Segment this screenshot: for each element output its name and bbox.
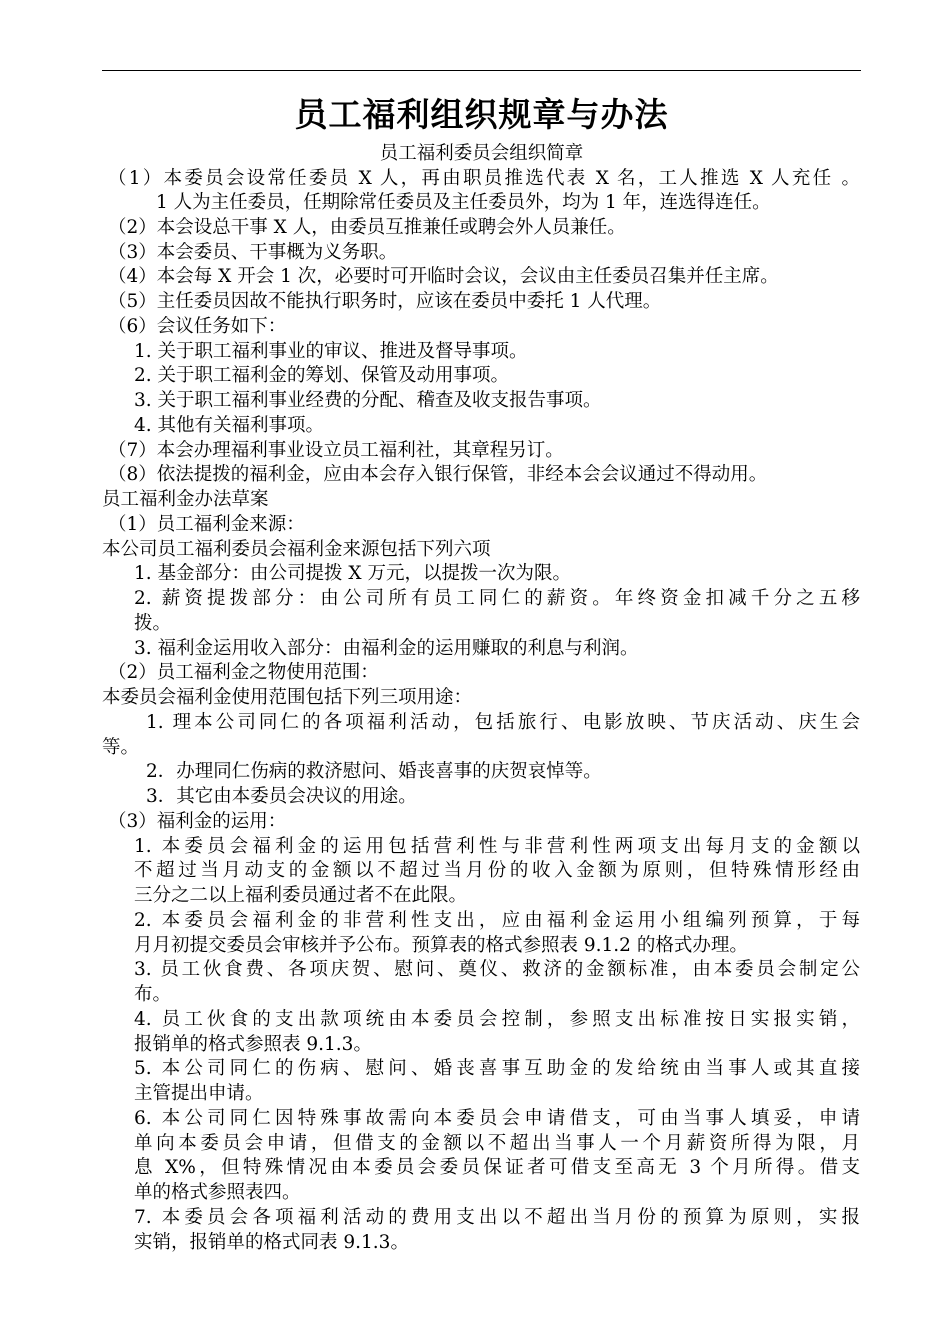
task-item-2: 2. 关于职工福利金的筹划、保管及动用事项。 bbox=[134, 365, 510, 386]
operation-item-4-line-2: 报销单的格式参照表 9.1.3。 bbox=[134, 1034, 372, 1055]
operation-item-6-line-2: 单向本委员会申请，但借支的金额以不超出当事人一个月薪资所得为限，月 bbox=[134, 1133, 860, 1154]
fund-operation-heading: （3）福利金的运用： bbox=[108, 811, 287, 832]
clause-7: （7）本会办理福利事业设立员工福利社，其章程另订。 bbox=[108, 440, 564, 461]
operation-item-2-line-1: 2. 本委员会福利金的非营利性支出，应由福利金运用小组编列预算，于每 bbox=[134, 910, 860, 931]
operation-item-6-line-3: 息 X%，但特殊情况由本委员会委员保证者可借支至高无 3 个月所得。借支 bbox=[134, 1157, 860, 1178]
fund-source-heading: （1）员工福利金来源： bbox=[108, 514, 305, 535]
operation-item-5-line-1: 5. 本公司同仁的伤病、慰问、婚丧喜事互助金的发给统由当事人或其直接 bbox=[134, 1058, 860, 1079]
clause-8: （8）依法提拨的福利金，应由本会存入银行保管，非经本会会议通过不得动用。 bbox=[108, 464, 768, 485]
clause-1-line-1: （1）本委员会设常任委员 X 人，再由职员推选代表 X 名，工人推选 X 人充任 。 bbox=[108, 168, 860, 189]
task-item-3: 3. 关于职工福利事业经费的分配、稽查及收支报告事项。 bbox=[134, 390, 602, 411]
fund-source-item-2-line-1: 2. 薪资提拨部分：由公司所有员工同仁的薪资。年终资金扣减千分之五移 bbox=[134, 588, 860, 609]
header-rule bbox=[102, 70, 861, 71]
operation-item-6-line-1: 6. 本公司同仁因特殊事故需向本委员会申请借支，可由当事人填妥，申请 bbox=[134, 1108, 860, 1129]
clause-1-line-2: 1 人为主任委员，任期除常任委员及主任委员外，均为 1 年，连选得连任。 bbox=[156, 192, 771, 213]
clause-3: （3）本会委员、干事概为义务职。 bbox=[108, 242, 398, 263]
fund-usage-item-1-line-1: 1. 理本公司同仁的各项福利活动，包括旅行、电影放映、节庆活动、庆生会 bbox=[146, 712, 860, 733]
operation-item-4-line-1: 4. 员工伙食的支出款项统由本委员会控制，参照支出标准按日实报实销， bbox=[134, 1009, 860, 1030]
clause-6: （6）会议任务如下： bbox=[108, 316, 287, 337]
operation-item-5-line-2: 主管提出申请。 bbox=[134, 1083, 264, 1104]
fund-source-item-3: 3. 福利金运用收入部分：由福利金的运用赚取的利息与利润。 bbox=[134, 638, 639, 659]
operation-item-3-line-1: 3. 员工伙食费、各项庆贺、慰问、奠仪、救济的金额标准，由本委员会制定公 bbox=[134, 959, 860, 980]
operation-item-3-line-2: 布。 bbox=[134, 984, 172, 1005]
clause-2: （2）本会设总干事 X 人，由委员互推兼任或聘会外人员兼任。 bbox=[108, 217, 626, 238]
section-heading-committee: 员工福利委员会组织简章 bbox=[379, 143, 584, 164]
fund-source-item-2-line-2: 拨。 bbox=[134, 613, 172, 634]
clause-5: （5）主任委员因故不能执行职务时，应该在委员中委托 1 人代理。 bbox=[108, 291, 662, 312]
operation-item-7-line-1: 7. 本委员会各项福利活动的费用支出以不超出当月份的预算为原则，实报 bbox=[134, 1207, 860, 1228]
section-heading-fund: 员工福利金办法草案 bbox=[102, 489, 269, 510]
document-title: 员工福利组织规章与办法 bbox=[294, 95, 669, 134]
fund-source-intro: 本公司员工福利委员会福利金来源包括下列六项 bbox=[102, 539, 491, 560]
fund-usage-item-1-line-2: 等。 bbox=[102, 737, 140, 758]
fund-usage-item-3: 3．其它由本委员会决议的用途。 bbox=[146, 786, 417, 807]
fund-usage-intro: 本委员会福利金使用范围包括下列三项用途： bbox=[102, 687, 473, 708]
operation-item-1-line-2: 不超过当月动支的金额以不超过当月份的收入金额为原则，但特殊情形经由 bbox=[134, 860, 860, 881]
fund-usage-heading: （2）员工福利金之物使用范围： bbox=[108, 662, 379, 683]
fund-usage-item-2: 2．办理同仁伤病的救济慰问、婚丧喜事的庆贺哀悼等。 bbox=[146, 761, 602, 782]
fund-source-item-1: 1. 基金部分：由公司提拨 X 万元，以提拨一次为限。 bbox=[134, 563, 571, 584]
operation-item-6-line-4: 单的格式参照表四。 bbox=[134, 1182, 301, 1203]
operation-item-2-line-2: 月月初提交委员会审核并予公布。预算表的格式参照表 9.1.2 的格式办理。 bbox=[134, 935, 748, 956]
operation-item-1-line-1: 1. 本委员会福利金的运用包括营利性与非营利性两项支出每月支的金额以 bbox=[134, 836, 860, 857]
task-item-1: 1. 关于职工福利事业的审议、推进及督导事项。 bbox=[134, 341, 528, 362]
task-item-4: 4. 其他有关福利事项。 bbox=[134, 415, 325, 436]
operation-item-1-line-3: 三分之二以上福利委员通过者不在此限。 bbox=[134, 885, 468, 906]
clause-4: （4）本会每 X 开会 1 次，必要时可开临时会议，会议由主任委员召集并任主席。 bbox=[108, 266, 779, 287]
operation-item-7-line-2: 实销，报销单的格式同表 9.1.3。 bbox=[134, 1232, 409, 1253]
